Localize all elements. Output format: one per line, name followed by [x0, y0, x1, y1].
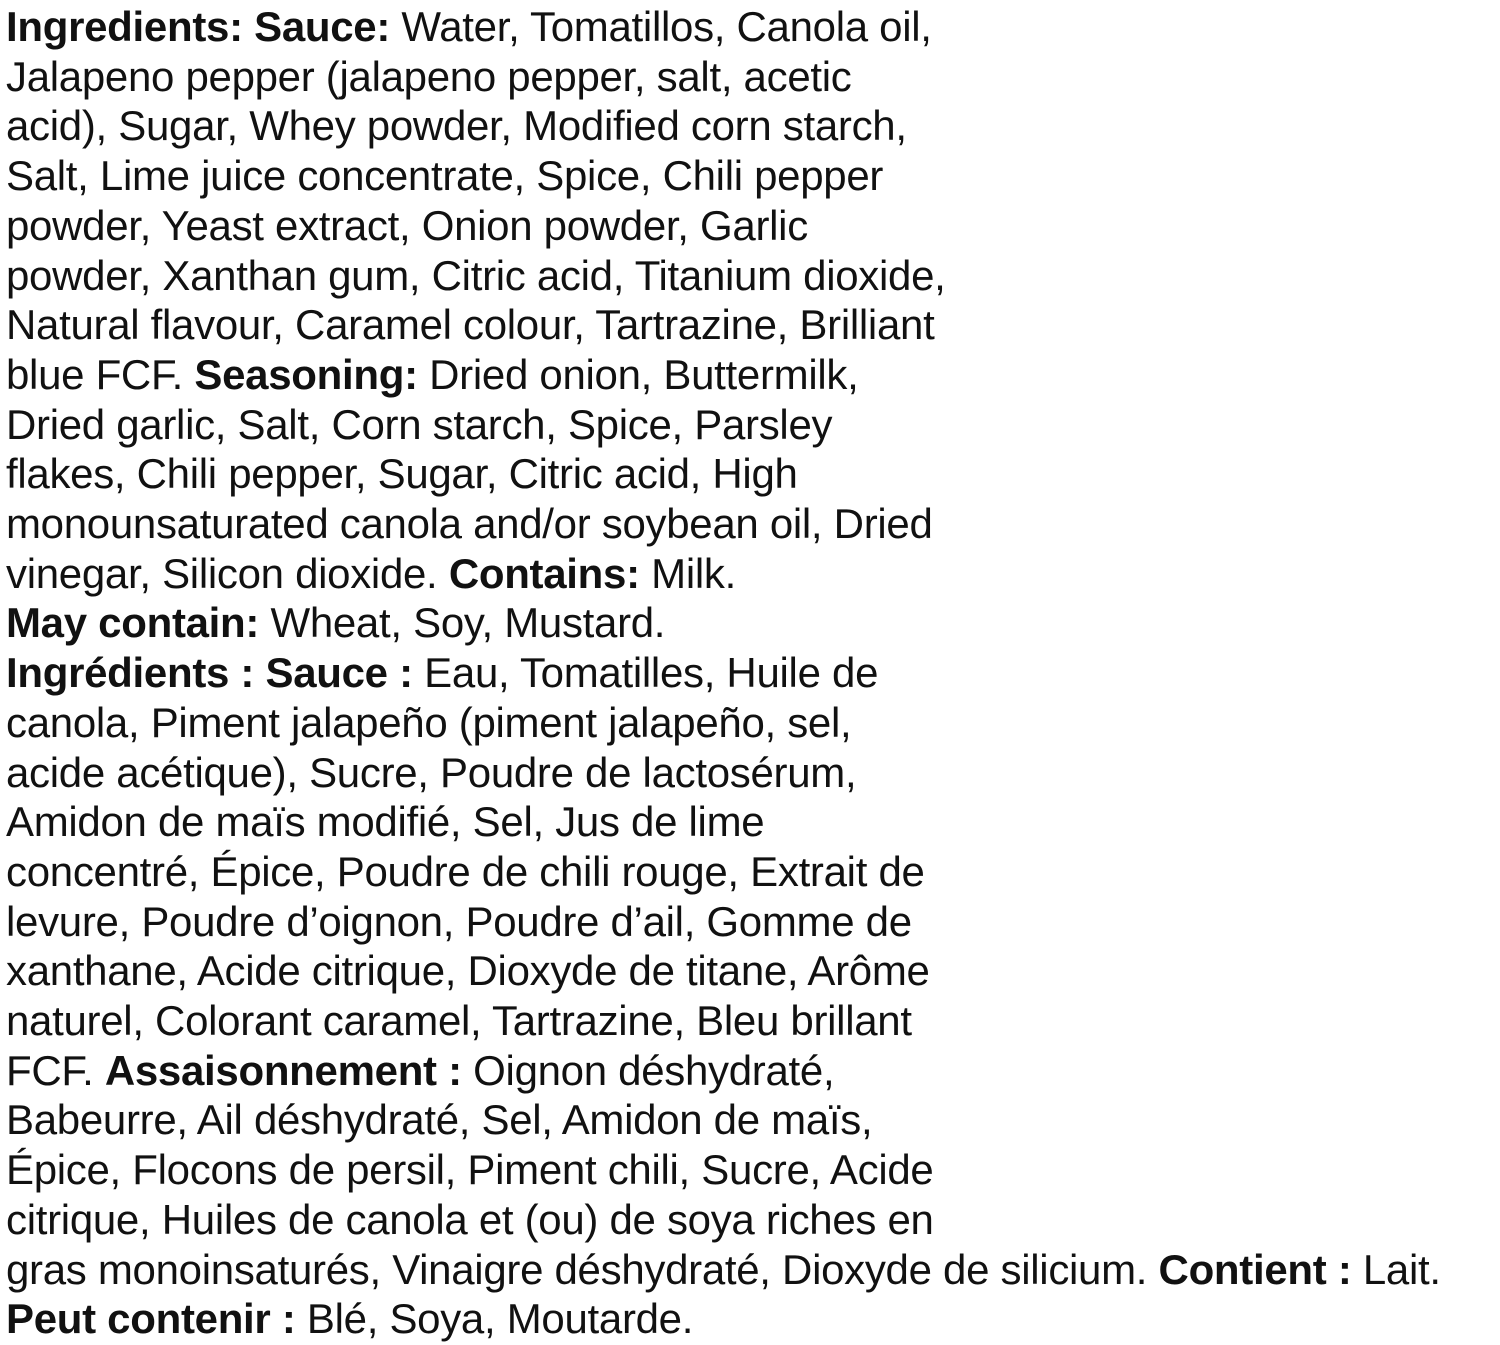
text-segment: xanthane, Acide citrique, Dioxyde de titane, Arôme	[6, 947, 930, 995]
label-line	[6, 648, 1500, 698]
bold-segment: Peut contenir :	[6, 1295, 296, 1343]
label-line	[6, 52, 1500, 102]
label-line	[6, 300, 1500, 350]
label-line	[6, 1195, 1500, 1245]
label-line	[6, 101, 1500, 151]
text-segment: monounsaturated canola and/or soybean oil, Dried	[6, 500, 933, 548]
text-segment: Blé, Soya, Moutarde.	[295, 1295, 694, 1343]
label-line	[6, 2, 1500, 52]
text-segment: Dried garlic, Salt, Corn starch, Spice, Parsley	[6, 400, 833, 448]
text-segment: Eau, Tomatilles, Huile de	[412, 649, 879, 697]
bold-segment: Ingredients: Sauce:	[6, 3, 391, 50]
text-segment: flakes, Chili pepper, Sugar, Citric acid, High	[6, 450, 798, 498]
text-segment: Natural flavour, Caramel colour, Tartrazine, Brilliant	[6, 301, 935, 349]
label-line	[6, 1245, 1500, 1295]
text-segment: Salt, Lime juice concentrate, Spice, Chili pepper	[6, 152, 884, 200]
label-line	[6, 350, 1500, 400]
label-line	[6, 1294, 1500, 1344]
text-segment: levure, Poudre d’oignon, Poudre d’ail, Gomme de	[6, 897, 912, 945]
text-segment: gras monoinsaturés, Vinaigre déshydraté, Dioxyde de silicium.	[6, 1245, 1159, 1293]
bold-segment: Assaisonnement :	[104, 1046, 462, 1094]
label-line	[6, 598, 1500, 648]
text-segment: Dried onion, Buttermilk,	[417, 350, 859, 398]
bold-segment: May contain:	[6, 599, 260, 647]
label-line	[6, 1046, 1500, 1096]
label-line	[6, 748, 1500, 798]
text-segment: Oignon déshydraté,	[461, 1046, 835, 1094]
label-line	[6, 698, 1500, 748]
label-line	[6, 499, 1500, 549]
text-segment: concentré, Épice, Poudre de chili rouge, Extrait de	[6, 847, 925, 895]
label-line	[6, 1095, 1500, 1145]
label-line	[6, 1145, 1500, 1195]
text-segment: Water, Tomatillos, Canola oil,	[390, 3, 932, 50]
text-segment: powder, Yeast extract, Onion powder, Garlic	[6, 201, 808, 249]
text-segment: Wheat, Soy, Mustard.	[259, 599, 666, 647]
text-segment: Épice, Flocons de persil, Piment chili, Sucre, Acide	[6, 1146, 934, 1194]
text-segment: vinegar, Silicon dioxide.	[6, 549, 449, 597]
label-line	[6, 797, 1500, 847]
text-segment: Babeurre, Ail déshydraté, Sel, Amidon de maïs,	[6, 1096, 873, 1144]
bold-segment: Contient :	[1158, 1245, 1352, 1293]
text-segment: acide acétique), Sucre, Poudre de lactosérum,	[6, 748, 857, 796]
text-segment: powder, Xanthan gum, Citric acid, Titanium dioxide,	[6, 251, 946, 299]
label-line	[6, 847, 1500, 897]
text-segment: naturel, Colorant caramel, Tartrazine, Bleu brillant	[6, 997, 912, 1045]
text-segment: Milk.	[639, 549, 736, 597]
label-line	[6, 996, 1500, 1046]
label-line	[6, 400, 1500, 450]
text-segment: Lait.	[1351, 1245, 1441, 1293]
text-segment: citrique, Huiles de canola et (ou) de soya riches en	[6, 1195, 934, 1243]
text-segment: Jalapeno pepper (jalapeno pepper, salt, acetic	[6, 52, 852, 100]
text-segment: FCF.	[6, 1046, 105, 1094]
label-line	[6, 251, 1500, 301]
text-segment: acid), Sugar, Whey powder, Modified corn starch,	[6, 102, 907, 150]
text-segment: Amidon de maïs modifié, Sel, Jus de lime	[6, 798, 765, 846]
label-line	[6, 449, 1500, 499]
label-line	[6, 549, 1500, 599]
label-line	[6, 946, 1500, 996]
bold-segment: Contains:	[448, 549, 640, 597]
bold-segment: Ingrédients : Sauce :	[6, 649, 413, 697]
bold-segment: Seasoning:	[194, 350, 418, 398]
label-line	[6, 151, 1500, 201]
text-segment: canola, Piment jalapeño (piment jalapeño, sel,	[6, 698, 852, 746]
label-line	[6, 897, 1500, 947]
text-segment: blue FCF.	[6, 350, 195, 398]
label-line	[6, 201, 1500, 251]
